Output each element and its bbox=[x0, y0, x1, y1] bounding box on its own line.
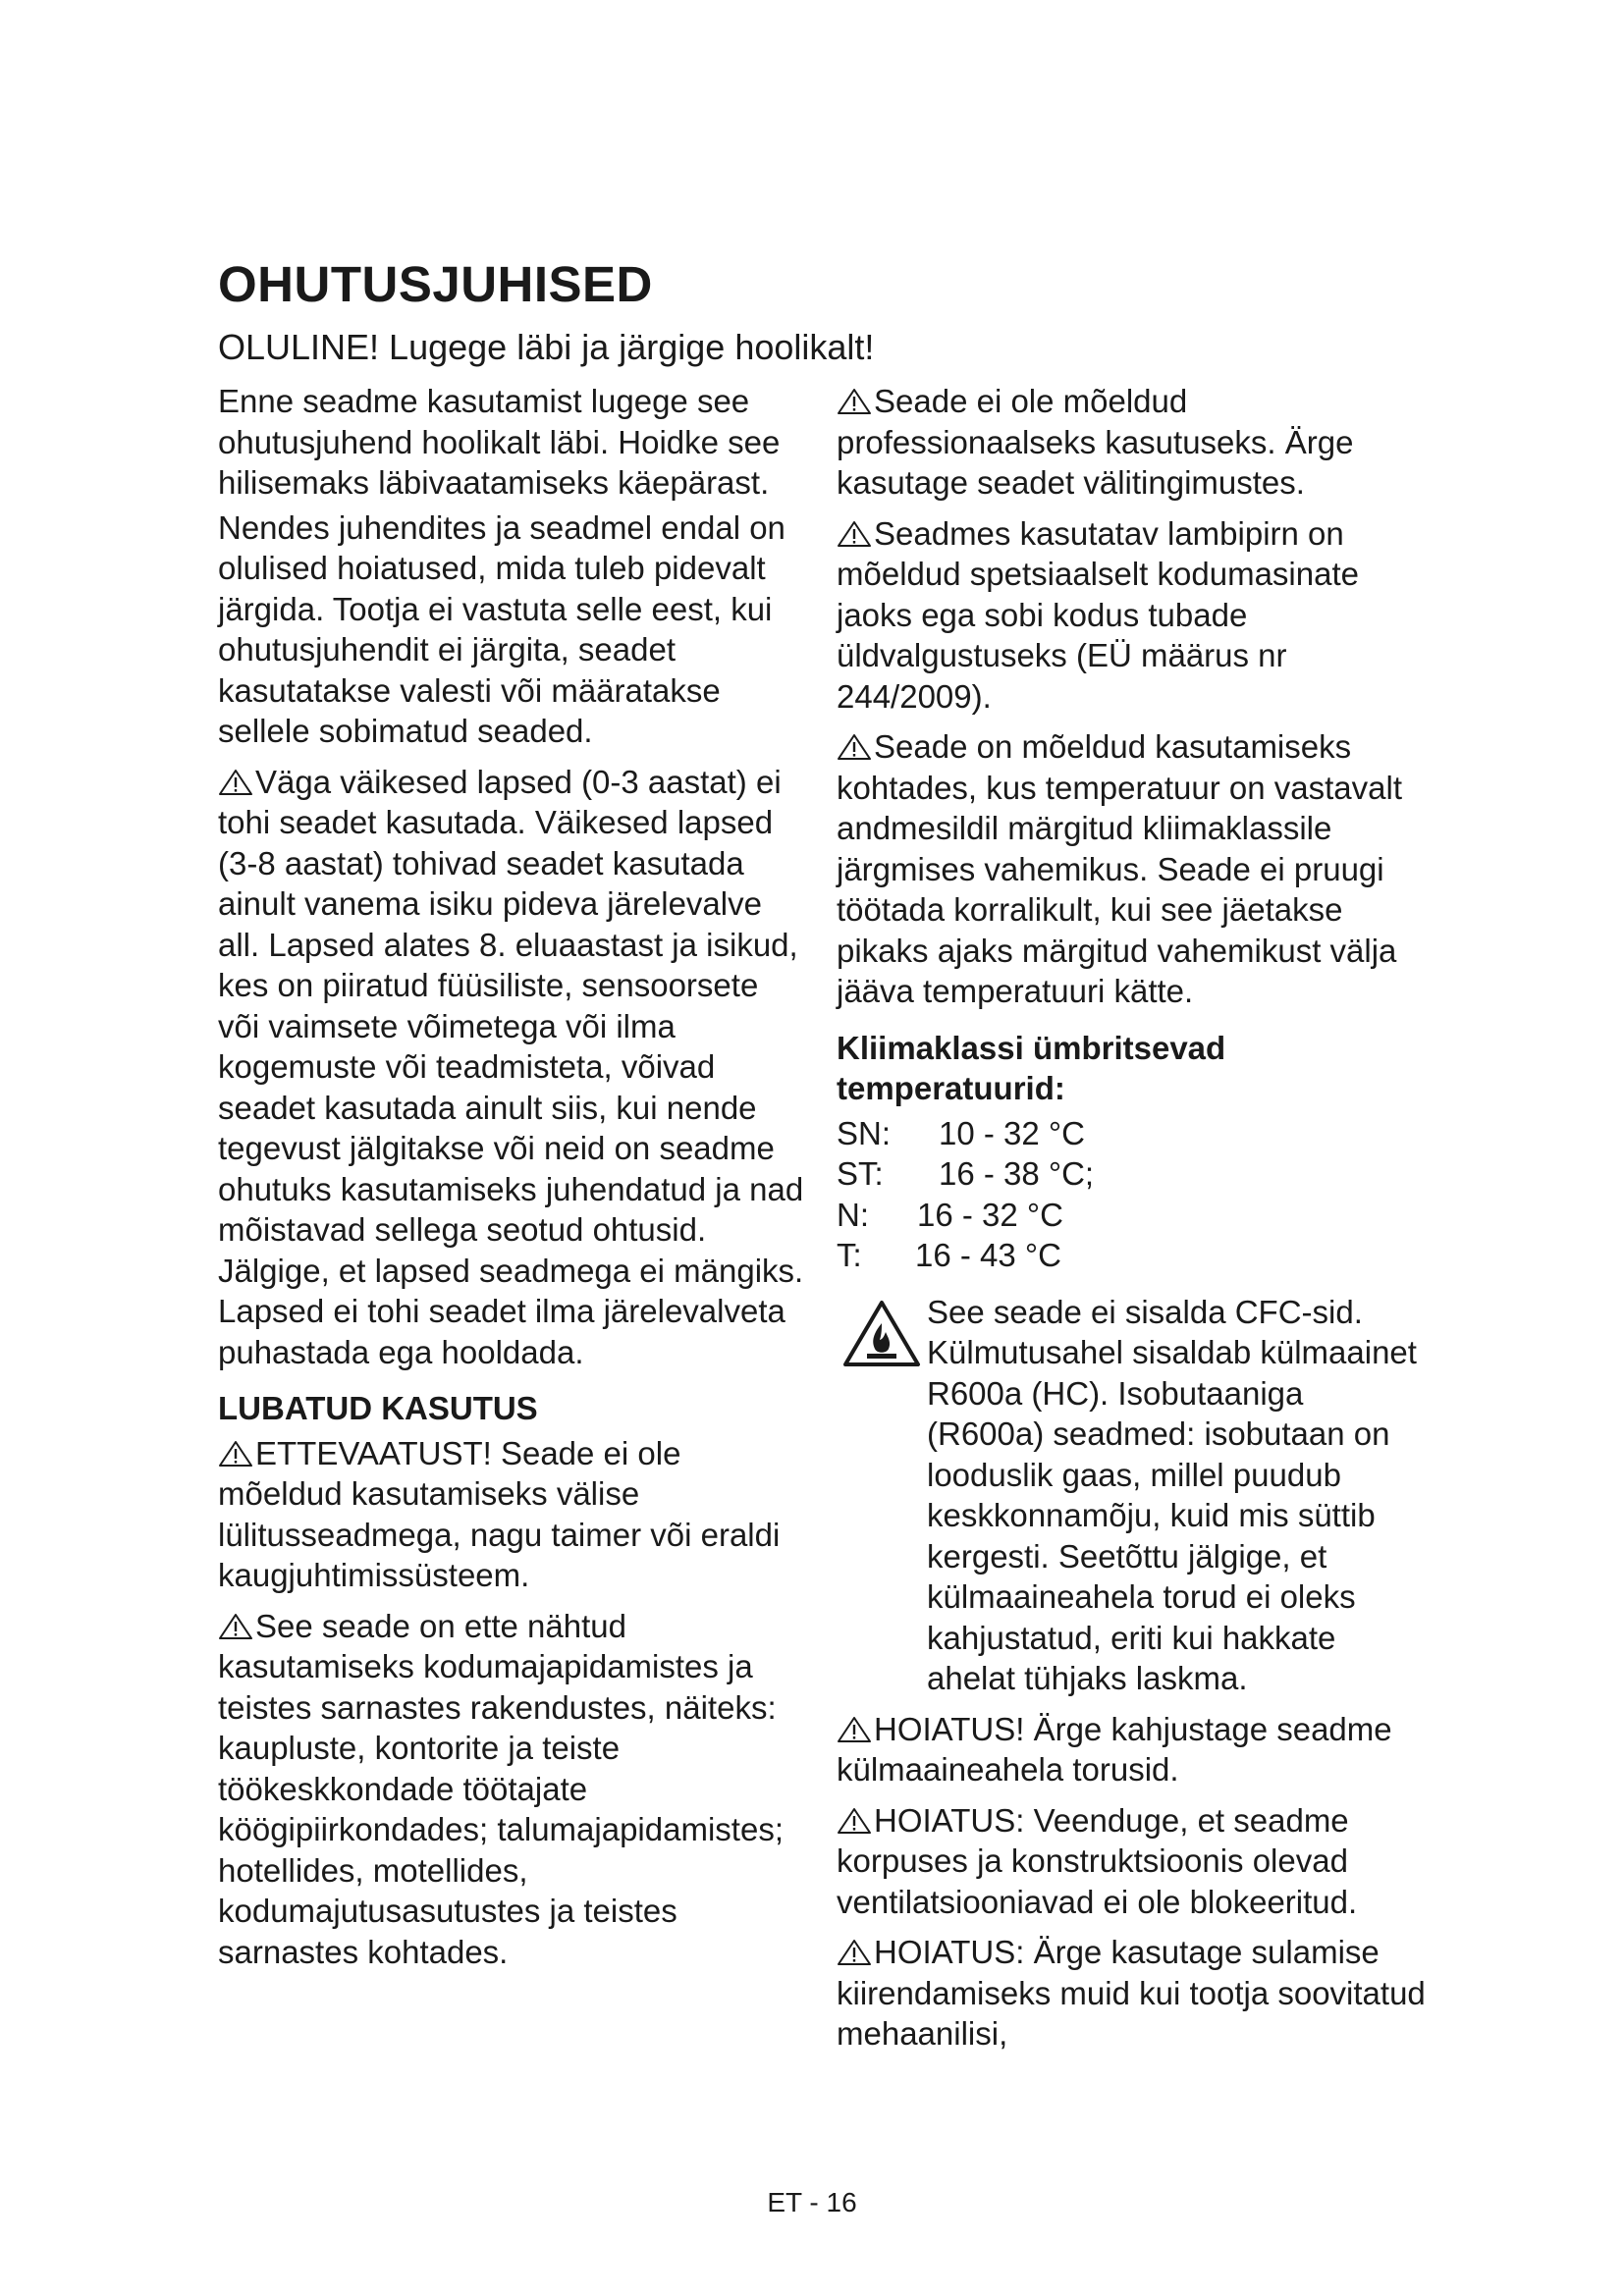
climate-class-range: 16 - 38 °C; bbox=[939, 1155, 1095, 1192]
refrigerant-notice-text: See seade ei sisalda CFC-sid. Külmutusahel sisaldab külmaainet R600a (HC). Isobutaaniga (R600a) seadmed: isobutaan on looduslik gaas, millel puudub keskkonnamõju, kuid mis süttib kergesti. Seetõttu jälgige, et külmaaineahela torud ei oleks kahjustatud, eriti kui hakkate ahelat tühjaks laskma. bbox=[927, 1293, 1417, 1696]
warning-triangle-icon bbox=[837, 520, 872, 548]
left-column bbox=[218, 381, 807, 1976]
climate-class-range: 16 - 32 °C bbox=[917, 1196, 1063, 1233]
not-professional-notice bbox=[837, 381, 1426, 504]
lamp-notice-text: Seadmes kasutatav lambipirn on mõeldud spetsiaalselt kodumasinate jaoks ega sobi kodus tubade üldvalgustuseks (EÜ määrus nr 244/2009). bbox=[837, 514, 1359, 715]
children-warning-text: Väga väikesed lapsed (0-3 aastat) ei tohi seadet kasutada. Väikesed lapsed (3-8 aastat) tohivad seadet kasutada ainult vanema isiku pideva järelevalve all. Lapsed alates 8. eluaastast ja isikud, kes on piiratud füüsiliste, sensoorsete või vaimsete võimetega või ilma kogemuste või teadmisteta, võivad seadet kasutada ainult siis, kui nende tegevust jälgitakse või neid on seadme ohutuks kasutamiseks juhendatud ja nad mõistavad sellega seotud ohtusid. Jälgige, et lapsed seadmega ei mängiks. Lapsed ei tohi seadet ilma järelevalveta puhastada ega hooldada. bbox=[218, 763, 804, 1370]
right-column bbox=[837, 381, 1426, 2058]
warning-triangle-icon bbox=[837, 388, 872, 415]
climate-class-label: T: bbox=[837, 1237, 862, 1273]
warning-triangle-icon bbox=[218, 769, 253, 796]
warnings-paragraph: Nendes juhendites ja seadmel endal on olulised hoiatused, mida tuleb pidevalt järgida. Tootja ei vastuta selle eest, kui ohutusjuhendit ei järgita, seadet kasutatakse valesti või määratakse sellele sobimatud seaded. bbox=[218, 508, 785, 749]
defrost-warning bbox=[837, 1932, 1426, 2055]
defrost-warning-text: HOIATUS: Ärge kasutage sulamise kiirendamiseks muid kui tootja soovitatud mehaanilisi, bbox=[837, 1934, 1426, 2052]
refrigerant-damage-warning bbox=[837, 1709, 1426, 1790]
climate-class-label: N: bbox=[837, 1196, 869, 1233]
warning-triangle-icon bbox=[837, 1716, 872, 1743]
caution-external-switch-text: ETTEVAATUST! Seade ei ole mõeldud kasutamiseks välise lülitusseadmega, nagu taimer või eraldi kaugjuhtimissüsteem. bbox=[218, 1434, 781, 1593]
climate-class-row bbox=[837, 1235, 1426, 1276]
household-use-notice-text: See seade on ette nähtud kasutamiseks kodumajapidamistes ja teistes sarnastes rakendustes, näiteks: kaupluste, kontorite ja teiste töökeskkondade töötajate köögipiirkondades; talumajapidamistes; hotellides, motellides, kodumajutusasutustes ja teistes sarnastes kohtades. bbox=[218, 1607, 784, 1970]
temperature-notice bbox=[837, 726, 1426, 1012]
page-subtitle: OLULINE! Lugege läbi ja järgige hoolikalt! bbox=[218, 327, 875, 367]
lamp-notice bbox=[837, 513, 1426, 718]
climate-class-row bbox=[837, 1113, 1426, 1154]
section-heading-permitted-use: LUBATUD KASUTUS bbox=[218, 1390, 538, 1426]
temperature-notice-text: Seade on mõeldud kasutamiseks kohtades, kus temperatuur on vastavalt andmesildil märgitud kliimaklassile järgmises vahemikus. Seade ei pruugi töötada korralikult, kui see jäetakse pikaks ajaks märgitud vahemikust välja jääva temperatuuri kätte. bbox=[837, 728, 1402, 1009]
climate-class-range: 16 - 43 °C bbox=[915, 1237, 1061, 1273]
children-warning bbox=[218, 762, 807, 1373]
ventilation-warning bbox=[837, 1800, 1426, 1923]
intro-paragraph: Enne seadme kasutamist lugege see ohutusjuhend hoolikalt läbi. Hoidke see hilisemaks läbivaatamiseks käepärast. bbox=[218, 383, 781, 501]
not-professional-notice-text: Seade ei ole mõeldud professionaalseks kasutuseks. Ärge kasutage seadet välitingimustes. bbox=[837, 383, 1354, 501]
climate-class-heading: Kliimaklassi ümbritsevad temperatuurid: bbox=[837, 1029, 1226, 1106]
page-number: ET - 16 bbox=[767, 2187, 857, 2217]
climate-class-label: SN: bbox=[837, 1114, 892, 1151]
page-title: OHUTUSJUHISED bbox=[218, 256, 653, 312]
warning-triangle-icon bbox=[837, 733, 872, 761]
warning-triangle-icon bbox=[837, 1807, 872, 1835]
warning-triangle-icon bbox=[218, 1613, 253, 1640]
climate-class-row bbox=[837, 1195, 1426, 1236]
ventilation-warning-text: HOIATUS: Veenduge, et seadme korpuses ja konstruktsioonis olevad ventilatsiooniavad ei ole blokeeritud. bbox=[837, 1801, 1358, 1920]
climate-class-label: ST: bbox=[837, 1155, 884, 1192]
household-use-notice bbox=[218, 1606, 807, 1973]
flammable-warning-icon bbox=[842, 1300, 921, 1368]
refrigerant-damage-warning-text: HOIATUS! Ärge kahjustage seadme külmaaineahela torusid. bbox=[837, 1710, 1392, 1788]
climate-class-range: 10 - 32 °C bbox=[939, 1114, 1085, 1151]
climate-class-list bbox=[837, 1113, 1426, 1276]
caution-external-switch bbox=[218, 1433, 807, 1596]
warning-triangle-icon bbox=[218, 1440, 253, 1468]
refrigerant-notice bbox=[837, 1292, 1426, 1699]
warning-triangle-icon bbox=[837, 1939, 872, 1966]
climate-class-row bbox=[837, 1153, 1426, 1195]
